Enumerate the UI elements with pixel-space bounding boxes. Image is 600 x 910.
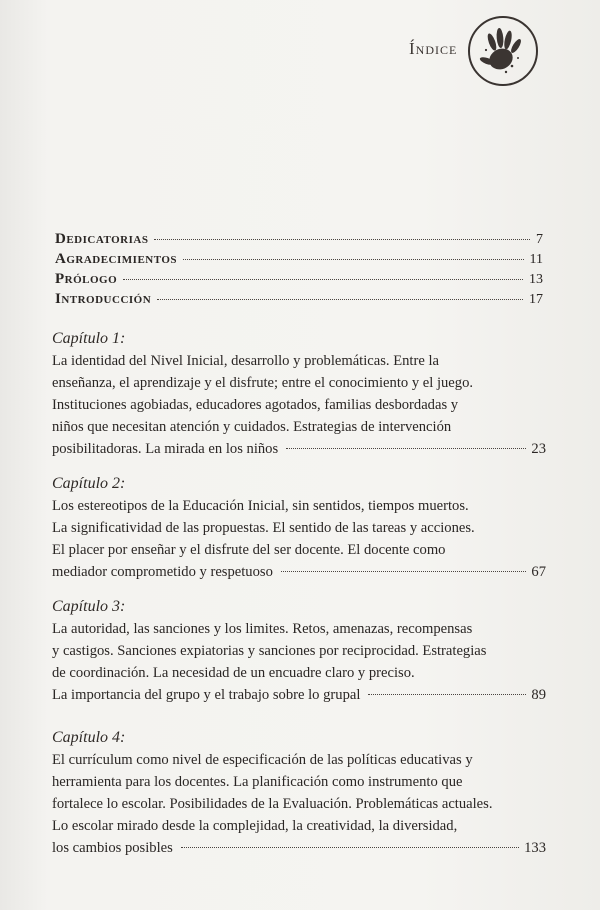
chapter-desc-line: La autoridad, las sanciones y los limites. Retos, amenazas, recompensas [52, 621, 473, 637]
chapter-title: Capítulo 1: [52, 330, 126, 347]
toc-entry-label: Dedicatorias [55, 231, 149, 247]
chapter-last-line [52, 561, 546, 583]
chapter-last-line [52, 837, 546, 859]
toc-chapter-4[interactable] [52, 729, 546, 859]
chapter-desc-line: fortalece lo escolar. Posibilidades de la Evaluación. Problemáticas actuales. [52, 796, 493, 812]
chapter-desc-line: La importancia del grupo y el trabajo sobre lo grupal [52, 687, 361, 703]
chapter-last-line [52, 684, 546, 706]
chapter-page: 23 [531, 441, 546, 457]
chapter-title: Capítulo 2: [52, 475, 126, 492]
chapter-desc-line: Los estereotipos de la Educación Inicial, sin sentidos, tiempos muertos. [52, 498, 469, 514]
front-matter-list [55, 231, 543, 311]
leader-dots [181, 847, 519, 848]
toc-chapter-1[interactable] [52, 330, 546, 460]
leader-dots [154, 239, 530, 240]
leader-dots [183, 259, 523, 260]
chapter-desc-line: los cambios posibles [52, 840, 173, 856]
chapter-desc-line: La significatividad de las propuestas. El sentido de las tareas y acciones. [52, 520, 475, 536]
handprint-icon [466, 14, 540, 88]
toc-entry-page: 7 [536, 232, 543, 247]
toc-entry-label: Prólogo [55, 271, 118, 287]
toc-entry-page: 13 [529, 272, 543, 287]
chapter-desc-line: Instituciones agobiadas, educadores agotados, familias desbordadas y [52, 397, 459, 413]
toc-entry-page: 17 [529, 292, 543, 307]
chapter-desc-line: El placer por enseñar y el disfrute del ser docente. El docente como [52, 542, 446, 558]
leader-dots [286, 448, 526, 449]
page-title: Índice [409, 39, 458, 58]
toc-entry-label: Introducción [55, 291, 152, 307]
toc-entry-prologo[interactable] [55, 271, 543, 291]
toc-chapter-2[interactable] [52, 475, 546, 583]
leader-dots [123, 279, 523, 280]
chapter-title: Capítulo 3: [52, 598, 126, 615]
chapter-desc-line: posibilitadoras. La mirada en los niños [52, 441, 279, 457]
leader-dots [157, 299, 523, 300]
chapter-desc-line: de coordinación. La necesidad de un encuadre claro y preciso. [52, 665, 415, 681]
chapter-desc-line: El currículum como nivel de especificación de las políticas educativas y [52, 752, 473, 768]
chapter-title: Capítulo 4: [52, 729, 126, 746]
leader-dots [368, 694, 526, 695]
toc-entry-label: Agradecimientos [55, 251, 178, 267]
chapter-page: 133 [524, 840, 546, 856]
chapter-desc-line: enseñanza, el aprendizaje y el disfrute; entre el conocimiento y el juego. [52, 375, 474, 391]
toc-entry-page: 11 [529, 252, 543, 267]
toc-entry-introduccion[interactable] [55, 291, 543, 311]
chapter-desc-line: Lo escolar mirado desde la complejidad, la creatividad, la diversidad, [52, 818, 458, 834]
leader-dots [281, 571, 527, 572]
chapter-desc-line: herramienta para los docentes. La planificación como instrumento que [52, 774, 463, 790]
toc-chapter-3[interactable] [52, 598, 546, 706]
toc-entry-dedicatorias[interactable] [55, 231, 543, 251]
chapter-page: 67 [531, 564, 546, 580]
chapter-desc-line: mediador comprometido y respetuoso [52, 564, 273, 580]
chapter-desc-line: y castigos. Sanciones expiatorias y sanciones por reciprocidad. Estrategias [52, 643, 487, 659]
toc-entry-agradecimientos[interactable] [55, 251, 543, 271]
chapter-desc-line: La identidad del Nivel Inicial, desarrollo y problemáticas. Entre la [52, 353, 439, 369]
chapter-last-line [52, 438, 546, 460]
chapter-page: 89 [531, 687, 546, 703]
chapter-desc-line: niños que necesitan atención y cuidados. Estrategias de intervención [52, 419, 452, 435]
